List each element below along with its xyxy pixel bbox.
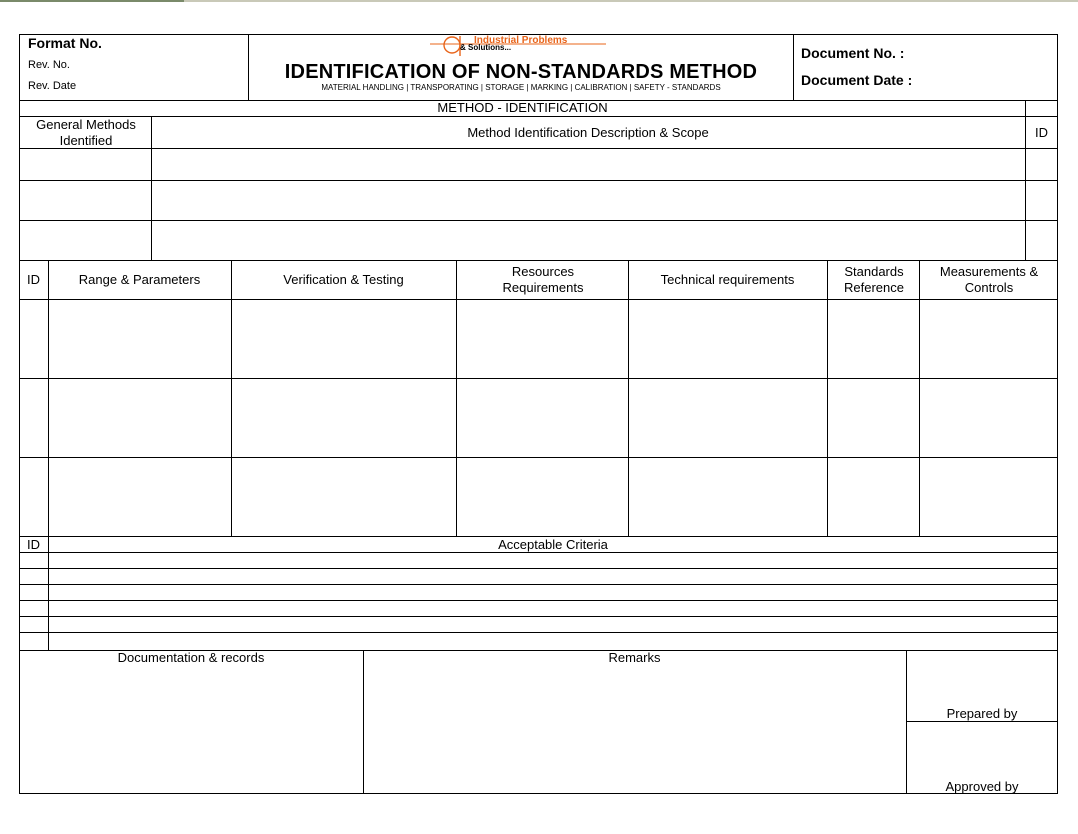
method-row-id-input[interactable] xyxy=(1026,149,1057,180)
document-date-label: Document Date : xyxy=(801,72,913,88)
details-row-input[interactable] xyxy=(20,300,1057,378)
method-row-description-input[interactable] xyxy=(152,221,1025,260)
divider xyxy=(793,34,794,100)
details-col-technical: Technical requirements xyxy=(660,272,795,287)
top-rule-accent xyxy=(0,0,184,2)
rev-date-label: Rev. Date xyxy=(28,80,77,92)
method-row-general-input[interactable] xyxy=(20,221,151,260)
method-row-id-input[interactable] xyxy=(1026,181,1057,220)
prepared-by-signature-field[interactable] xyxy=(907,651,1057,705)
method-row-description-input[interactable] xyxy=(152,149,1025,180)
details-col-measurements: Measurements & Controls xyxy=(939,264,1039,295)
documentation-records-input[interactable] xyxy=(20,668,363,793)
method-row-id-input[interactable] xyxy=(1026,221,1057,260)
criteria-row-input[interactable] xyxy=(20,569,1057,584)
criteria-row-input[interactable] xyxy=(20,601,1057,616)
format-no-label: Format No. xyxy=(28,35,102,51)
remarks-label: Remarks xyxy=(608,650,661,665)
remarks-input[interactable] xyxy=(364,668,906,793)
details-col-resources: Resources Requirements xyxy=(502,264,584,295)
details-col-verification-testing: Verification & Testing xyxy=(283,272,404,287)
details-col-id: ID xyxy=(27,272,40,287)
logo-text-line2: & Solutions... xyxy=(460,43,512,52)
criteria-row-input[interactable] xyxy=(20,553,1057,568)
approved-by-signature-field[interactable] xyxy=(907,722,1057,778)
rev-no-label: Rev. No. xyxy=(28,59,70,71)
details-row-input[interactable] xyxy=(20,379,1057,457)
company-logo xyxy=(430,35,610,57)
col-header-id: ID xyxy=(1035,124,1048,140)
col-header-description: Method Identification Description & Scope xyxy=(467,124,709,140)
approved-by-label: Approved by xyxy=(945,779,1019,794)
criteria-col-acceptable: Acceptable Criteria xyxy=(498,536,608,552)
logo-text-line1: Industrial Problems xyxy=(474,35,568,46)
criteria-col-id: ID xyxy=(27,536,40,552)
criteria-row-input[interactable] xyxy=(20,617,1057,632)
col-header-general-methods: General Methods Identified xyxy=(36,116,136,148)
details-col-range-parameters: Range & Parameters xyxy=(78,272,201,287)
document-no-label: Document No. : xyxy=(801,45,905,61)
criteria-row-input[interactable] xyxy=(20,633,1057,650)
form-title: IDENTIFICATION OF NON-STANDARDS METHOD xyxy=(284,61,758,83)
form-subtitle: MATERIAL HANDLING | TRANSPORATING | STORAGE | MARKING | CALIBRATION | SAFETY - STANDARDS xyxy=(321,83,721,92)
method-section-title: METHOD - IDENTIFICATION xyxy=(437,100,608,115)
method-row-general-input[interactable] xyxy=(20,149,151,180)
criteria-row-input[interactable] xyxy=(20,585,1057,600)
details-row-input[interactable] xyxy=(20,458,1057,536)
details-col-standards-ref: Standards Reference xyxy=(844,264,904,295)
method-row-general-input[interactable] xyxy=(20,181,151,220)
prepared-by-label: Prepared by xyxy=(946,706,1018,721)
documentation-records-label: Documentation & records xyxy=(117,650,265,665)
method-row-description-input[interactable] xyxy=(152,181,1025,220)
